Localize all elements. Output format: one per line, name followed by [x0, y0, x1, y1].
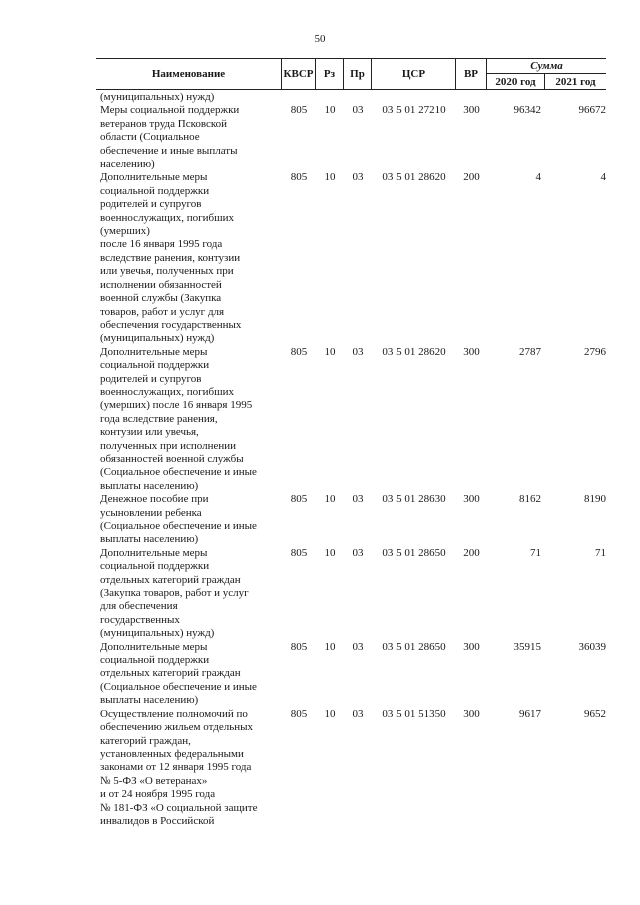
row-name-line: государственных [100, 613, 180, 626]
row-name-line: (Закупка товаров, работ и услуг [100, 587, 249, 600]
cell-pr: 03 [352, 345, 364, 358]
row-name [96, 91, 278, 104]
cell-rz: 10 [324, 171, 336, 184]
table-body [96, 91, 606, 828]
table-row [96, 493, 606, 547]
table-row [96, 104, 606, 171]
table-row [96, 171, 606, 345]
table-row [96, 641, 606, 708]
row-name-line: выплаты населению) [100, 479, 199, 492]
cell-y2021: 36039 [578, 640, 606, 653]
row-name-line: населению) [100, 158, 155, 171]
row-name-line: социальной поддержки [100, 654, 210, 667]
cell-vr: 300 [463, 640, 480, 653]
header-year-2020: 2020 год [487, 74, 545, 89]
row-name-line: законами от 12 января 1995 года [100, 761, 252, 774]
table-row [96, 346, 606, 493]
row-name-line: отдельных категорий граждан [100, 573, 241, 586]
cell-pr: 03 [352, 493, 364, 506]
row-name-line: Денежное пособие при [100, 493, 209, 506]
cell-y2021: 8190 [584, 493, 606, 506]
cell-y2020: 35915 [513, 640, 541, 653]
cell-pr: 03 [352, 546, 364, 559]
row-name [96, 493, 278, 547]
row-name-line: социальной поддержки [100, 560, 210, 573]
row-name-line: (муниципальных) нужд) [100, 332, 215, 345]
row-name-line: установленных федеральными [100, 747, 244, 760]
cell-y2020: 2787 [519, 345, 541, 358]
row-name-line: (муниципальных) нужд) [100, 91, 215, 103]
row-name-line: № 5-ФЗ «О ветеранах» [100, 774, 208, 787]
row-name-line: Осуществление полномочий по [100, 707, 248, 720]
row-name-line: выплаты населению) [100, 694, 199, 707]
cell-vr: 200 [463, 546, 480, 559]
row-name-line: категорий граждан, [100, 734, 191, 747]
cell-pr: 03 [352, 171, 364, 184]
cell-vr: 300 [463, 493, 480, 506]
cell-y2020: 96342 [513, 104, 541, 117]
table-row [96, 91, 606, 104]
cell-vr: 200 [463, 171, 480, 184]
row-name-line: военнослужащих, погибших [100, 385, 234, 398]
row-name-line: вследствие ранения, контузии [100, 251, 241, 264]
cell-y2020: 8162 [519, 493, 541, 506]
row-name-line: родителей и супругов [100, 198, 202, 211]
cell-rz: 10 [324, 640, 336, 653]
row-name-line: № 181-ФЗ «О социальной защите [100, 801, 258, 814]
cell-y2021: 2796 [584, 345, 606, 358]
row-name-line: Дополнительные меры [100, 345, 208, 358]
row-name-line: (Социальное обеспечение и иные [100, 466, 257, 479]
row-name-line: (умерших) после 16 января 1995 [100, 399, 253, 412]
header-kvsr: КВСР [282, 59, 316, 89]
row-name [96, 708, 278, 829]
table-header [96, 58, 606, 90]
cell-vr: 300 [463, 104, 480, 117]
cell-csr: 03 5 01 51350 [382, 707, 446, 720]
cell-pr: 03 [352, 104, 364, 117]
cell-csr: 03 5 01 28630 [382, 493, 446, 506]
row-name-line: инвалидов в Российской [100, 814, 215, 827]
row-name-line: и от 24 ноября 1995 года [100, 788, 216, 801]
row-name-line: обязанностей военной службы [100, 452, 244, 465]
row-name [96, 104, 278, 171]
table-row [96, 547, 606, 641]
cell-csr: 03 5 01 28620 [382, 171, 446, 184]
row-name [96, 171, 278, 345]
row-name-line: Дополнительные меры [100, 171, 208, 184]
cell-y2021: 9652 [584, 707, 606, 720]
row-name-line: обеспечения государственных [100, 318, 242, 331]
cell-kvsr: 805 [290, 345, 308, 358]
cell-y2020: 9617 [519, 707, 541, 720]
cell-kvsr: 805 [290, 104, 308, 117]
row-name-line: социальной поддержки [100, 359, 210, 372]
row-name-line: товаров, работ и услуг для [100, 305, 225, 318]
cell-rz: 10 [324, 546, 336, 559]
cell-csr: 03 5 01 28650 [382, 546, 446, 559]
row-name [96, 346, 278, 493]
cell-vr: 300 [463, 345, 480, 358]
cell-rz: 10 [324, 104, 336, 117]
cell-y2021: 71 [595, 546, 606, 559]
row-name-line: обеспечение и иные выплаты [100, 144, 238, 157]
cell-kvsr: 805 [290, 546, 308, 559]
row-name-line: полученных при исполнении [100, 439, 237, 452]
row-name-line: (муниципальных) нужд) [100, 627, 215, 640]
row-name-line: или увечья, полученных при [100, 265, 234, 278]
table-row [96, 708, 606, 829]
row-name-line: ветеранов труда Псковской [100, 117, 228, 130]
row-name-line: усыновлении ребенка [100, 506, 202, 519]
row-name-line: (Социальное обеспечение и иные [100, 680, 257, 693]
cell-y2021: 4 [600, 171, 606, 184]
row-name-line: военнослужащих, погибших [100, 211, 234, 224]
cell-y2020: 71 [530, 546, 541, 559]
header-pr: Пр [344, 59, 372, 89]
header-year-2021: 2021 год [555, 75, 596, 88]
row-name-line: после 16 января 1995 года [100, 238, 223, 251]
header-vr: ВР [456, 59, 487, 89]
row-name-line: обеспечению жильем отдельных [100, 721, 254, 734]
row-name [96, 547, 278, 641]
cell-y2021: 96672 [578, 104, 606, 117]
cell-csr: 03 5 01 28650 [382, 640, 446, 653]
cell-vr: 300 [463, 707, 480, 720]
cell-csr: 03 5 01 27210 [382, 104, 446, 117]
row-name-line: (умерших) [100, 225, 150, 238]
header-name: Наименование [96, 59, 282, 89]
cell-pr: 03 [352, 707, 364, 720]
header-rz: Рз [316, 59, 344, 89]
row-name [96, 641, 278, 708]
cell-kvsr: 805 [290, 171, 308, 184]
row-name-line: родителей и супругов [100, 372, 202, 385]
row-name-line: контузии или увечья, [100, 426, 199, 439]
cell-csr: 03 5 01 28620 [382, 345, 446, 358]
row-name-line: военной службы (Закупка [100, 292, 222, 305]
row-name-line: Меры социальной поддержки [100, 104, 240, 117]
cell-kvsr: 805 [290, 493, 308, 506]
row-name-line: для обеспечения [100, 600, 178, 613]
row-name-line: социальной поддержки [100, 184, 210, 197]
cell-rz: 10 [324, 707, 336, 720]
cell-kvsr: 805 [290, 640, 308, 653]
header-csr: ЦСР [372, 59, 456, 89]
row-name-line: Дополнительные меры [100, 546, 208, 559]
cell-kvsr: 805 [290, 707, 308, 720]
row-name-line: исполнении обязанностей [100, 278, 222, 291]
cell-pr: 03 [352, 640, 364, 653]
row-name-line: (Социальное обеспечение и иные [100, 520, 257, 532]
cell-rz: 10 [324, 493, 336, 506]
row-name-line: года вследствие ранения, [100, 412, 218, 425]
row-name-line: области (Социальное [100, 131, 200, 144]
header-sum: Сумма [487, 59, 606, 74]
row-name-line: выплаты населению) [100, 533, 199, 546]
cell-rz: 10 [324, 345, 336, 358]
cell-y2020: 4 [535, 171, 541, 184]
row-name-line: Дополнительные меры [100, 640, 208, 653]
page-number: 50 [314, 33, 326, 45]
row-name-line: отдельных категорий граждан [100, 667, 241, 680]
